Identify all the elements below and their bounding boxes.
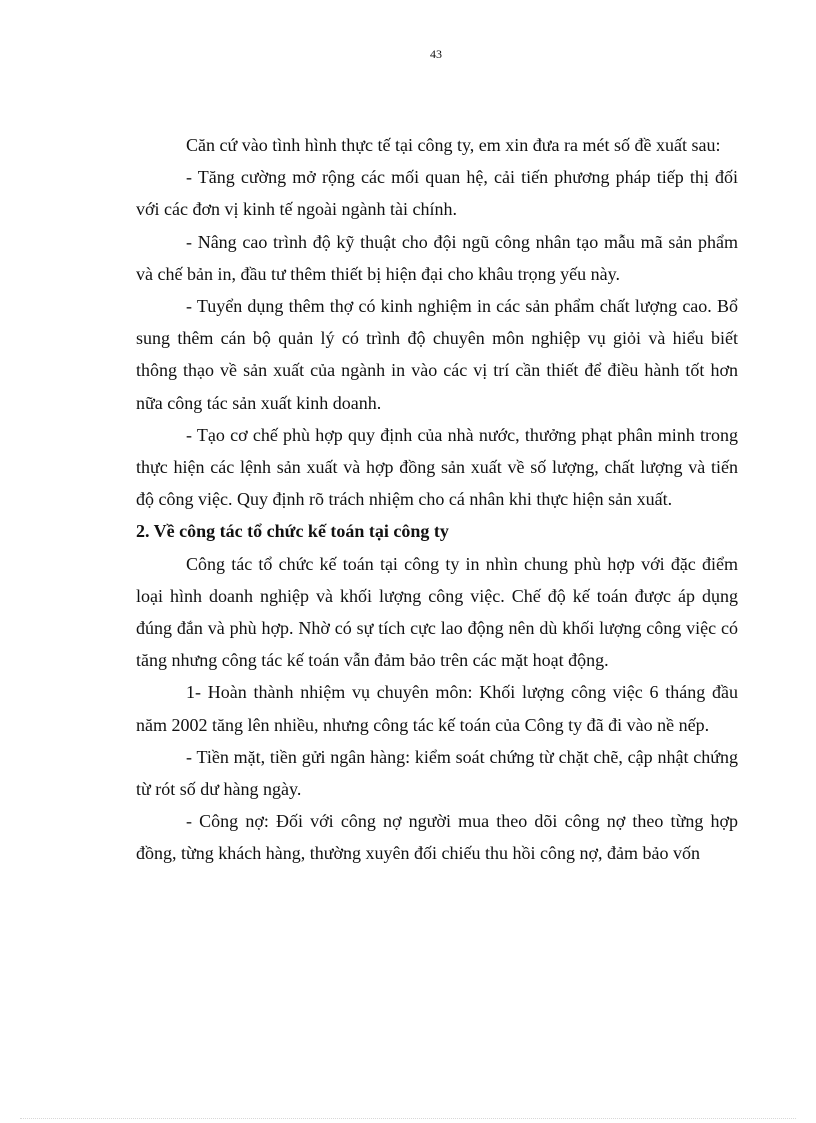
- section-heading: 2. Về công tác tổ chức kế toán tại công ty: [136, 521, 449, 542]
- paragraph-recruitment: - Tuyển dụng thêm thợ có kinh nghiệm in các sản phẩm chất lượng cao. Bổ sung thêm cán bộ quản lý có trình độ chuyên môn nghiệp vụ giỏi và hiểu biết thông thạo về sản xuất của ngành in vào các vị trí cần thiết để điều hành tốt hơn nữa công tác sản xuất kinh doanh.: [136, 296, 738, 413]
- paragraph-marketing: - Tăng cường mở rộng các mối quan hệ, cải tiến phương pháp tiếp thị đối với các đơn vị kinh tế ngoài ngành tài chính.: [136, 167, 738, 220]
- paragraph-cash-deposits: - Tiền mặt, tiền gửi ngân hàng: kiểm soát chứng từ chặt chẽ, cập nhật chứng từ rót số dư hàng ngày.: [136, 746, 738, 800]
- paragraph-professional-tasks: 1- Hoàn thành nhiệm vụ chuyên môn: Khối lượng công việc 6 tháng đầu năm 2002 tăng lên nhiều, nhưng công tác kế toán của Công ty đã đi vào nề nếp.: [136, 682, 738, 735]
- paragraph-intro: Căn cứ vào tình hình thực tế tại công ty, em xin đưa ra mét số đề xuất sau:: [186, 135, 721, 155]
- page-bottom-divider: [20, 1118, 796, 1119]
- paragraph-mechanism: - Tạo cơ chế phù hợp quy định của nhà nước, thưởng phạt phân minh trong thực hiện các lệnh sản xuất và hợp đồng sản xuất về số lượng, chất lượng và tiến độ công việc. Quy định rõ trách nhiệm cho cá nhân khi thực hiện sản xuất.: [136, 424, 738, 510]
- document-body: [136, 129, 738, 870]
- paragraph-accounting-overview: Công tác tổ chức kế toán tại công ty in nhìn chung phù hợp với đặc điểm loại hình doanh nghiệp và khối lượng công việc. Chế độ kế toán được áp dụng đúng đắn và phù hợp. Nhờ có sự tích cực lao động nên dù khối lượng công việc có tăng nhưng công tác kế toán vẫn đảm bảo trên các mặt hoạt động.: [136, 553, 738, 671]
- paragraph-technical-training: - Nâng cao trình độ kỹ thuật cho đội ngũ công nhân tạo mẫu mã sản phẩm và chế bản in, đầu tư thêm thiết bị hiện đại cho khâu trọng yếu này.: [136, 231, 738, 284]
- page-number: 43: [430, 47, 442, 61]
- paragraph-receivables: - Công nợ: Đối với công nợ người mua theo dõi công nợ theo từng hợp đồng, từng khách hàng, thường xuyên đối chiếu thu hồi công nợ, đảm bảo vốn: [136, 811, 738, 864]
